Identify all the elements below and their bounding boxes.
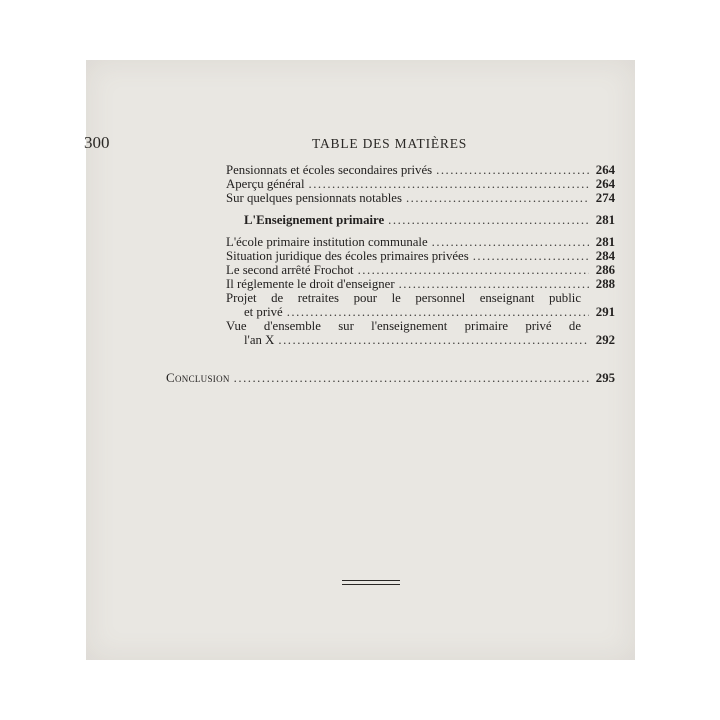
dot-leader — [473, 249, 589, 263]
end-rule-top — [342, 580, 400, 581]
toc-entry-continuation — [226, 305, 615, 319]
page-number: 300 — [84, 133, 110, 152]
toc-entry-page: 281 — [595, 235, 615, 249]
toc-entry-page: 284 — [595, 249, 615, 263]
toc-entry-page: 281 — [595, 213, 615, 227]
spacer — [226, 227, 615, 235]
toc-section-title: L'Enseignement primaire — [244, 213, 385, 227]
toc-entry-title-line2: et privé — [244, 305, 283, 319]
toc-entry — [226, 277, 615, 291]
toc-entry-title-line2: l'an X — [244, 333, 275, 347]
toc-entry — [226, 235, 615, 249]
table-of-contents — [226, 163, 615, 347]
toc-entry — [226, 319, 615, 333]
toc-entry-page: 264 — [595, 177, 615, 191]
toc-entry-page: 286 — [595, 263, 615, 277]
dot-leader — [432, 235, 589, 249]
dot-leader — [399, 277, 589, 291]
toc-entry-page: 292 — [595, 333, 615, 347]
dot-leader — [287, 305, 589, 319]
toc-conclusion-title: Conclusion — [166, 370, 230, 385]
dot-leader — [234, 371, 589, 385]
toc-entry-title-line1: Vue d'ensemble sur l'enseignement primaire privé de — [226, 319, 581, 333]
end-rule-bottom — [342, 584, 400, 585]
toc-entry-title: L'école primaire institution communale — [226, 235, 428, 249]
toc-entry-continuation — [226, 333, 615, 347]
toc-entry — [226, 191, 615, 205]
dot-leader — [406, 191, 589, 205]
spacer — [226, 205, 615, 213]
toc-entry-title: Pensionnats et écoles secondaires privés — [226, 163, 433, 177]
toc-entry-page: 288 — [595, 277, 615, 291]
dot-leader — [388, 213, 589, 227]
dot-leader — [436, 163, 589, 177]
toc-entry — [226, 163, 615, 177]
toc-entry — [226, 291, 615, 305]
toc-entry-page: 295 — [595, 371, 615, 385]
toc-entry-title: Sur quelques pensionnats notables — [226, 191, 402, 205]
dot-leader — [278, 333, 589, 347]
dot-leader — [358, 263, 589, 277]
toc-entry — [166, 371, 615, 385]
running-title: TABLE DES MATIÈRES — [312, 136, 468, 151]
toc-entry-title: Il réglemente le droit d'enseigner — [226, 277, 395, 291]
toc-section-heading — [226, 213, 615, 227]
toc-entry-page: 274 — [595, 191, 615, 205]
toc-entry-page: 264 — [595, 163, 615, 177]
toc-entry-title: Le second arrêté Frochot — [226, 263, 354, 277]
toc-entry — [226, 177, 615, 191]
toc-entry-title-line1: Projet de retraites pour le personnel enseignant public — [226, 291, 581, 305]
toc-entry — [226, 263, 615, 277]
dot-leader — [309, 177, 589, 191]
toc-entry-title: Situation juridique des écoles primaires privées — [226, 249, 469, 263]
toc-entry — [226, 249, 615, 263]
toc-entry-title: Aperçu général — [226, 177, 305, 191]
toc-conclusion — [166, 371, 615, 385]
toc-entry-page: 291 — [595, 305, 615, 319]
